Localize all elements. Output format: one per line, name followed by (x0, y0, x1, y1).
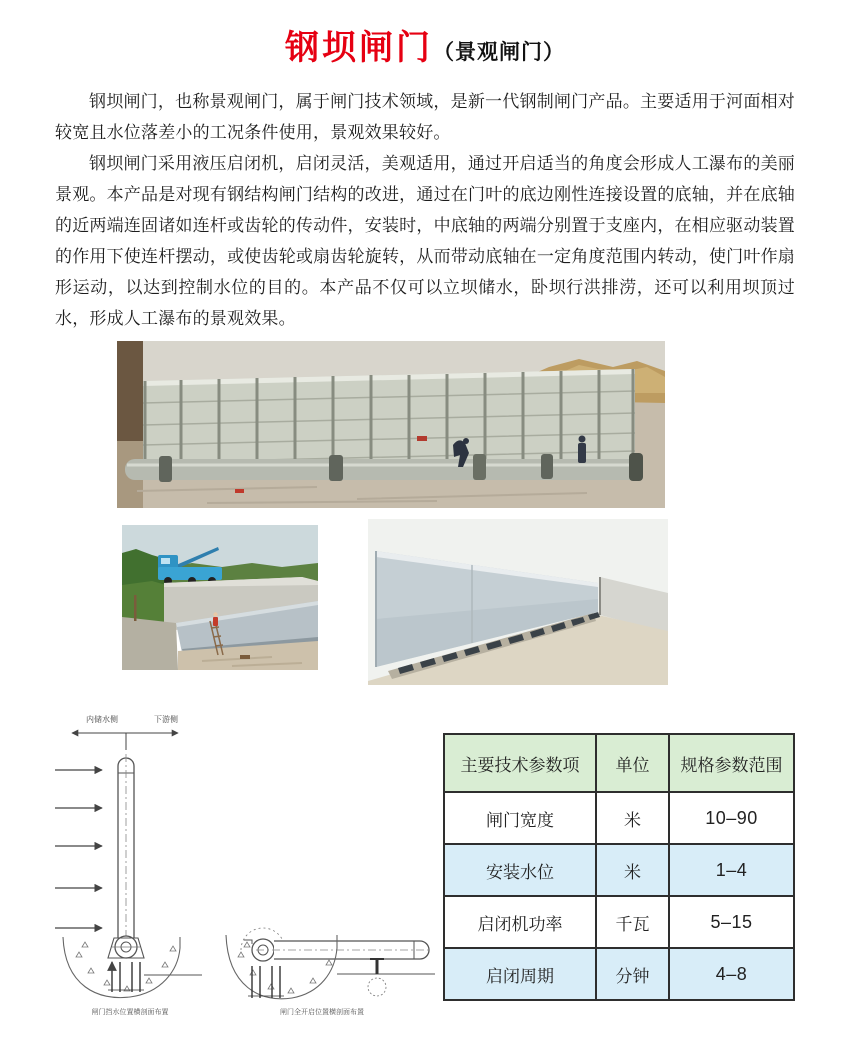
water-side-label: 内储水侧 (86, 715, 118, 724)
header-parameter: 主要技术参数项 (444, 734, 596, 792)
title-sub: （景观闸门） (433, 41, 565, 64)
left-diagram-caption: 闸门挡水位置横剖面布置 (91, 1009, 169, 1016)
param-unit: 千瓦 (596, 896, 669, 948)
body-text (55, 86, 795, 334)
header-range: 规格参数范围 (669, 734, 794, 792)
param-range: 5–15 (669, 896, 794, 948)
description-paragraph: 钢坝闸门采用液压启闭机，启闭灵活，美观适用，通过开启适当的角度会形成人工瀑布的美丽景观。本产品是对现有钢结构闸门结构的改进，通过在门叶的底边刚性连接设置的底轴，并在底轴的近两端连固诸如连杆或齿轮的传动件，安装时，中底轴的两端分别置于支座内，在相应驱动装置的作用下使连杆摆动，或使齿轮或扇齿轮旋转，从而带动底轴在一定角度范围内转动，使门叶作扇形运动，以达到控制水位的目的。本产品不仅可以立坝储水，卧坝行洪排涝，还可以利用坝顶过水，形成人工瀑布的景观效果。 (55, 154, 795, 328)
photo-installation-site (122, 525, 318, 670)
param-unit: 米 (596, 792, 669, 844)
param-unit: 米 (596, 844, 669, 896)
right-diagram-caption: 闸门全开启位置横剖面布置 (280, 1009, 364, 1016)
downstream-label: 下游侧 (154, 715, 178, 724)
technical-diagram (30, 700, 435, 1035)
param-name: 安装水位 (444, 844, 596, 896)
photo-gate-raised-view (368, 519, 668, 685)
param-unit: 分钟 (596, 948, 669, 1000)
table-row-install-level (444, 844, 794, 896)
table-row-cycle-time (444, 948, 794, 1000)
spec-table-header-row (444, 734, 794, 792)
cross-section-drawing (30, 700, 435, 1035)
intro-paragraph: 钢坝闸门，也称景观闸门，属于闸门技术领域，是新一代钢制闸门产品。主要适用于河面相对较宽且水位落差小的工况条件使用，景观效果较好。 (55, 92, 795, 142)
table-row-gate-width (444, 792, 794, 844)
param-name: 闸门宽度 (444, 792, 596, 844)
spec-table (443, 733, 795, 1001)
photo-panorama-graphic (117, 341, 665, 508)
param-range: 4–8 (669, 948, 794, 1000)
title-main: 钢坝闸门 (285, 29, 433, 67)
param-name: 启闭机功率 (444, 896, 596, 948)
photo-gate-raised-graphic (368, 519, 668, 685)
param-range: 1–4 (669, 844, 794, 896)
param-name: 启闭周期 (444, 948, 596, 1000)
photo-installation-graphic (122, 525, 318, 670)
param-range: 10–90 (669, 792, 794, 844)
table-row-hoist-power (444, 896, 794, 948)
photo-steel-dam-gate-panorama (117, 341, 665, 508)
header-unit: 单位 (596, 734, 669, 792)
page-title (0, 20, 850, 69)
